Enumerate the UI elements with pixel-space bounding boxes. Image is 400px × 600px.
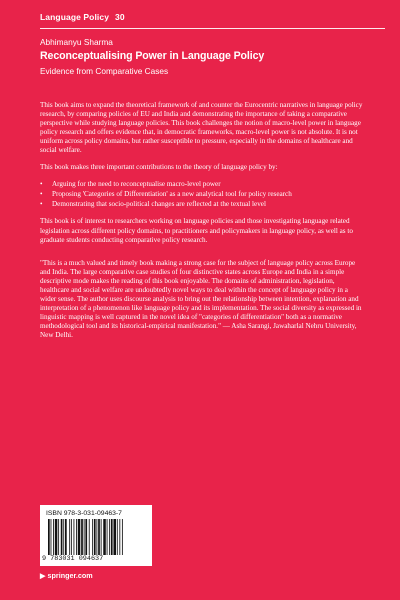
barcode-digits: 9 783031 094637 (42, 555, 104, 563)
barcode-bars (48, 519, 148, 555)
bullet-icon: • (40, 190, 43, 199)
series-name: Language Policy (40, 12, 110, 22)
endorsement-quote: "This is a much valued and timely book making a strong case for the subject of language policy across Europe and India. The large comparative case studies of four distinctive states across Europe and India in a simple descriptive mode makes the reading of this book enjoyable. The domains of administration, legislation, healthcare and social welfare are undoubtedly novel ways to deal within the concept of language policy in a wider sense. The author uses discourse analysis to bring out the relationship between intention, explanation and interpretation of a phenomenon like language policy and its implementation. The social diversity as expressed in linguistic mapping is well captured in the novel idea of "categories of differentiation" both as a normative methodological tool and its historical-empirical manifestation." — Asha Sarangi, Jawaharlal Nehru University, New Delhi. (40, 258, 362, 339)
series-line (40, 12, 125, 22)
barcode-bar (65, 519, 67, 555)
contributions-list (40, 180, 364, 209)
barcode-bar (117, 519, 118, 555)
bullet-icon: • (40, 180, 43, 189)
isbn-barcode (40, 505, 152, 566)
contributions-paragraph: This book makes three important contributions to the theory of language policy by: (40, 163, 278, 172)
barcode-bar (61, 519, 63, 555)
barcode-bar (76, 519, 77, 555)
barcode-bar (122, 519, 123, 555)
barcode-bar (53, 519, 54, 555)
list-item-text: Proposing 'Categories of Differentiation' as a new analytical tool for policy research (52, 190, 292, 199)
blurb (40, 101, 364, 348)
barcode-bar (71, 519, 72, 555)
barcode-bar (85, 519, 87, 555)
barcode-bar (94, 519, 96, 555)
barcode-bar (113, 519, 116, 555)
isbn-label: ISBN 978-3-031-09463-7 (46, 510, 122, 517)
barcode-bar (74, 519, 75, 555)
intro-paragraph: This book aims to expand the theoretical framework of and counter the Eurocentric narratives in language policy research, by comparing policies of EU and India and demonstrating the importance of taking a comparative perspective while studying language policies. This book challenges the notion of macro-level power in language policy research and offers evidence that, in democratic frameworks, macro-level power is not absolute. It is not uniform across policy domains, but rather susceptible to pressure, especially in the domains of healthcare and social welfare. (40, 101, 363, 155)
barcode-bar (84, 519, 85, 555)
barcode-bar (92, 519, 93, 555)
publisher-url[interactable] (40, 571, 93, 580)
barcode-bar (48, 519, 50, 555)
audience-paragraph: This book is of interest to researchers working on language policies and those investigating language related legislation across different policy domains, to practitioners and policymakers in language policy, as well as to graduate students conducting comparative policy research. (40, 217, 353, 244)
header-rule (40, 28, 385, 29)
author-name: Abhimanyu Sharma (40, 37, 113, 47)
barcode-bar (58, 519, 59, 555)
barcode-bar (98, 519, 100, 555)
barcode-bar (109, 519, 110, 555)
barcode-bar (63, 519, 64, 555)
list-item-text: Demonstrating that socio-political changes are reflected at the textual level (52, 200, 266, 209)
series-volume: 30 (115, 12, 125, 22)
list-item (40, 200, 364, 209)
barcode-bar (78, 519, 81, 555)
barcode-bar (81, 519, 83, 555)
barcode-bar (51, 519, 52, 555)
barcode-bar (119, 519, 120, 555)
barcode-bar (89, 519, 90, 555)
book-title: Reconceptualising Power in Language Policy (40, 50, 265, 62)
barcode-bar (69, 519, 70, 555)
barcode-bar (111, 519, 113, 555)
list-item (40, 190, 364, 199)
arrow-icon: ▶ (40, 571, 48, 580)
barcode-bar (107, 519, 108, 555)
bullet-icon: • (40, 200, 43, 209)
barcode-bar (55, 519, 58, 555)
list-item-text: Arguing for the need to reconceptualise macro-level power (52, 180, 221, 189)
barcode-bar (101, 519, 102, 555)
list-item (40, 180, 364, 189)
book-subtitle: Evidence from Comparative Cases (40, 66, 169, 76)
publisher-url-text: springer.com (47, 571, 93, 580)
barcode-bar (96, 519, 97, 555)
barcode-bar (103, 519, 106, 555)
